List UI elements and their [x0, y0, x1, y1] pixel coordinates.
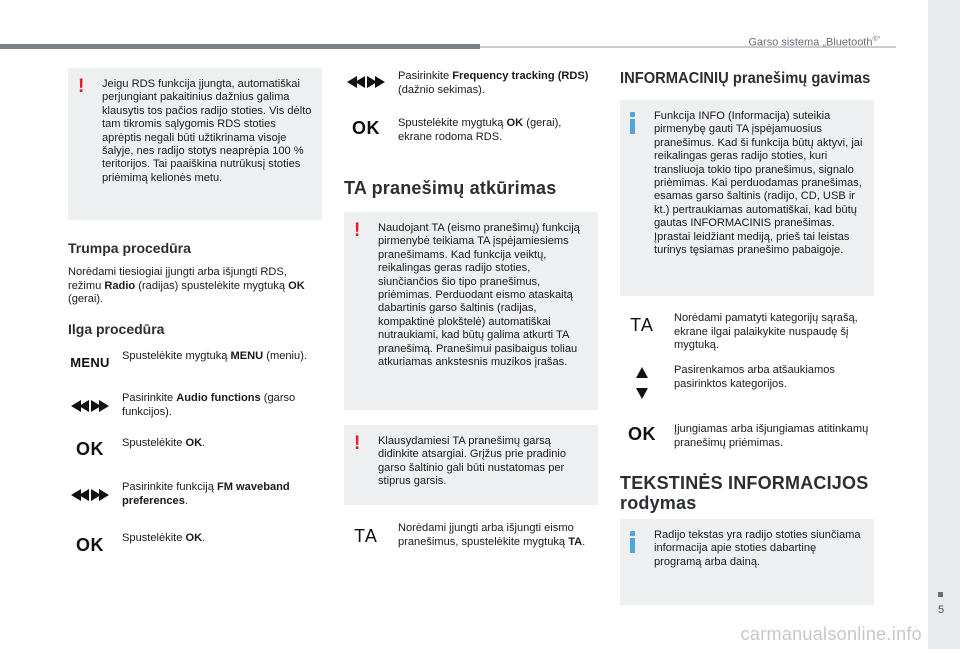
page-marker [938, 592, 943, 597]
ta-warning-text: Naudojant TA (eismo pranešimų) funkciją pirmenybė teikiama TA įspėjamiesiems pranešimams. Kad funkcija veiktų, reikalingas geras radijo stoties, siunčiančios šio tipo pranešimus, priėmimas. Perduodant eismo ataskaitą dabartinis garso šaltinis (radijas, kompaktinė plokštelė) automatiškai nutraukiami, kad būtų galima atkurti TA pranešimą. Pranešimui pasibaigus toliau atkuriamas ankstesnis muzikos įrašas. [378, 222, 580, 369]
step-category-list-text: Norėdami pamatyti kategorijų sąrašą, ekrane ilgai palaikykite nuspaudę šį mygtuką. [674, 312, 858, 351]
page-number: 5 [937, 604, 945, 616]
rds-warning-text: Jeigu RDS funkcija įjungta, automatiškai perjungiant pakaitinius dažnius galima klausytis tos pačios radijo stoties. Vis dėlto tam tikromis sąlygomis RDS stoties aprėptis negali būti užtikrinama visoje šalyje, nes radijo stotys neaprėpia 100 % teritorijos. Tai paaiškina nutrūkusį stoties priėmimą kelionės metu. [102, 78, 312, 184]
ta-button-icon: TA [630, 314, 654, 335]
step-toggle-reception-text: Įjungiamas arba išjungiamas atitinkamų pranešimų priėmimas. [674, 423, 869, 449]
info-note [620, 100, 874, 296]
step-select-category-text: Pasirenkamos arba atšaukiamos pasirinktos kategorijos. [674, 364, 835, 390]
long-procedure-heading: Ilga procedūra [68, 321, 165, 337]
ok-button-icon: OK [76, 438, 104, 459]
ta-warning-note [344, 212, 598, 410]
info-icon [629, 531, 637, 553]
ok-button-icon: OK [76, 534, 104, 555]
info-icon [629, 112, 637, 134]
warning-icon: ! [354, 433, 361, 454]
ok-button-icon: OK [628, 423, 656, 444]
radio-text-info-note [620, 519, 874, 605]
info-section-heading: INFORMACINIŲ pranešimų gavimas [620, 70, 871, 87]
volume-warning-note [344, 425, 598, 505]
rds-warning-note [68, 68, 322, 220]
warning-icon: ! [78, 76, 85, 97]
step-ok-text: Spustelėkite OK. [122, 532, 206, 544]
info-note-text: Funkcija INFO (Informacija) suteikia pirmenybę gauti TA įspėjamuosius pranešimus. Kad ši funkcija būtų aktyvi, jai reikalingas geras radijo stoties, kuri transliuoja tokio tipo pranešimus, signalo priėmimas. Kai perduodamas pranešimas, esamas garso šaltinis (radijo, CD, USB ir kt.) pertraukiamas automatiškai, kad būtų gautas INFORMACINIS pranešimas. Įprastai leidžiant mediją, prieš tai leistas turinys tęsiamas pranešimo pabaigoje. [654, 110, 863, 257]
ok-button-icon: OK [352, 117, 380, 138]
step-audio-functions-text: Pasirinkite Audio functions (garso funkcijos). [122, 392, 296, 418]
step-ok-text: Spustelėkite OK. [122, 437, 206, 449]
seek-icon [68, 485, 112, 505]
radio-text-info-text: Radijo tekstas yra radijo stoties siunčiama informacija apie stoties dabartinę programą arba dainą. [654, 529, 861, 568]
seek-icon [68, 396, 112, 416]
seek-icon [344, 72, 388, 92]
ta-section-heading: TA pranešimų atkūrimas [344, 178, 557, 198]
step-fm-waveband-text: Pasirinkite funkciją FM waveband preferences. [122, 481, 290, 507]
volume-warning-text: Klausydamiesi TA pranešimų garsą didinkite atsargiai. Grįžus prie pradinio garso šaltinio gali būti nustatomas per stiprus garsis. [378, 435, 567, 488]
step-ta-toggle-text: Norėdami įjungti arba išjungti eismo pranešimus, spustelėkite mygtuką TA. [398, 522, 586, 548]
step-menu-text: Spustelėkite mygtuką MENU (meniu). [122, 350, 307, 362]
short-procedure-heading: Trumpa procedūra [68, 240, 191, 256]
page-header-title: Garso sistema „Bluetooth®“ [748, 36, 880, 49]
side-strip [928, 0, 960, 649]
watermark: carmanualsonline.info [740, 624, 922, 644]
text-info-heading: TEKSTINĖS INFORMACIJOS rodymas [620, 473, 869, 513]
step-ok-rds-text: Spustelėkite mygtuką OK (gerai), ekrane rodoma RDS. [398, 117, 562, 143]
short-procedure-text: Norėdami tiesiogiai įjungti arba išjungti RDS, režimu Radio (radijas) spustelėkite mygtuką OK (gerai). [68, 266, 305, 305]
ta-button-icon: TA [354, 525, 378, 546]
menu-button-icon: MENU [70, 354, 110, 370]
step-frequency-tracking-text: Pasirinkite Frequency tracking (RDS) (dažnio sekimas). [398, 70, 589, 96]
header-rule [0, 44, 480, 49]
up-down-arrows-icon [620, 366, 664, 400]
warning-icon: ! [354, 220, 361, 241]
